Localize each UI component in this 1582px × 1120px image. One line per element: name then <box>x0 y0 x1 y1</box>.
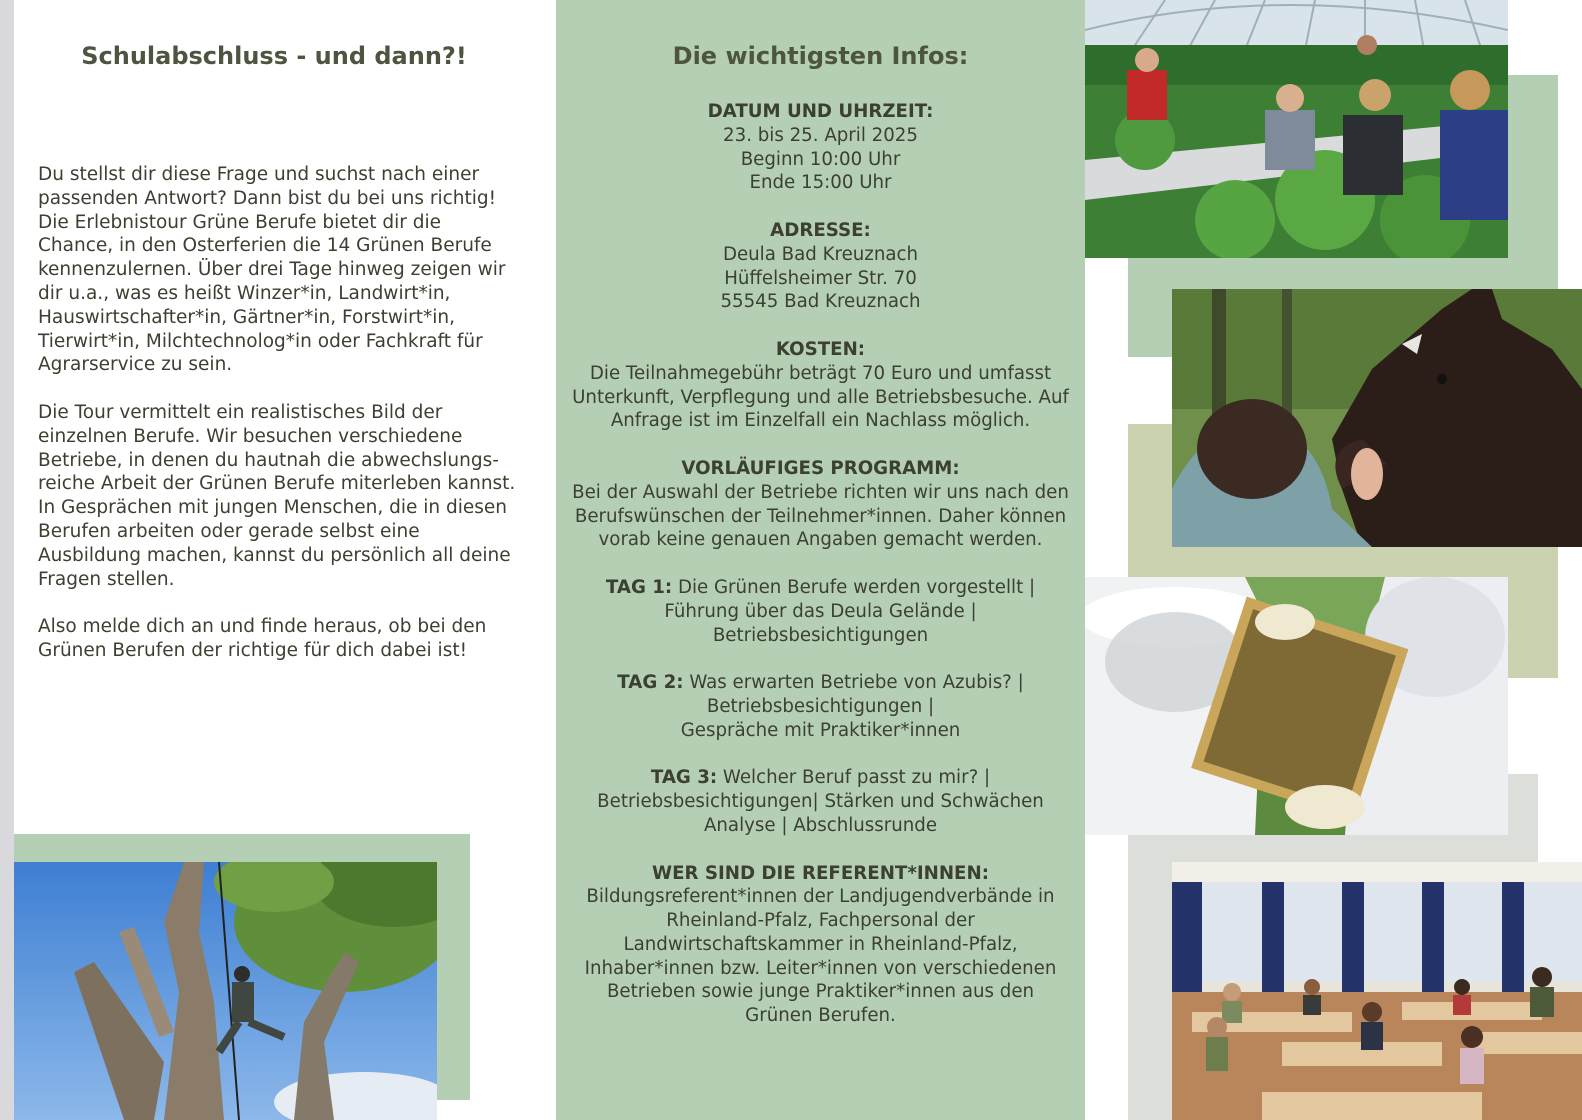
photo-tree-climber <box>14 862 437 1120</box>
datum-section <box>570 100 1071 195</box>
intro-paragraph: Du stellst dir diese Frage und suchst nach einer passenden Antwort? Dann bist du bei uns richtig! Die Erlebnistour Grüne Berufe bietet dir die Chance, in den Osterferien die 14 Grünen Berufe kennenzulernen. Über drei Tage hinweg zeigen wir dir u.a., was es heißt Winzer*in, Landwirt*in, Hauswirtschafter*in, Gärtner*in, Forstwirt*in, Tierwirt*in, Milchtechnolog*in oder Fachkraft für Agrarservice zu sein. <box>38 164 506 376</box>
info-body <box>570 100 1071 1052</box>
tag1-section <box>570 576 1071 647</box>
kosten-text: Die Teilnahmegebühr beträgt 70 Euro und umfasst Unterkunft, Verpflegung und alle Betriebsbesuche. Auf Anfrage ist im Einzelfall ein Nachlass möglich. <box>572 362 1069 432</box>
photo-classroom <box>1172 862 1582 1120</box>
left-body <box>38 163 518 687</box>
programm-heading: VORLÄUFIGES PROGRAMM: <box>681 457 960 479</box>
tag1-text: Die Grünen Berufe werden vorgestellt | Führung über das Deula Gelände | Betriebsbesichtigungen <box>664 576 1036 646</box>
tag1-label: TAG 1: <box>605 576 673 598</box>
tag3-section <box>570 766 1071 837</box>
info-column <box>556 0 1085 1120</box>
adresse-line: Hüffelsheimer Str. 70 <box>724 267 917 289</box>
datum-heading: DATUM UND UHRZEIT: <box>707 101 934 122</box>
referenten-last-line: Grünen Berufen. <box>745 1005 896 1027</box>
datum-line: Ende 15:00 Uhr <box>749 172 892 194</box>
tag2-line: Was erwarten Betriebe von Azubis? | <box>689 672 1024 694</box>
photo-beekeeping <box>1085 577 1508 835</box>
referenten-heading: WER SIND DIE REFERENT*INNEN: <box>652 862 989 884</box>
referenten-text: Bildungsreferent*innen der Landjugendverbände in Rheinland-Pfalz, Fachpersonal der Landwirtschaftskammer in Rheinland-Pfalz, Inhaber*innen bzw. Leiter*innen von verschiedenen Betrieben sowie junge Praktiker*innen aus den <box>584 886 1057 1003</box>
photo-horse <box>1172 289 1582 547</box>
page-edge <box>0 0 14 1120</box>
programm-section <box>570 457 1071 552</box>
tag2-line: Gespräche mit Praktiker*innen <box>680 719 961 741</box>
tag2-line: Betriebsbesichtigungen | <box>706 695 935 717</box>
adresse-heading: ADRESSE: <box>770 219 871 241</box>
tour-paragraph: Die Tour vermittelt ein realistisches Bild der einzelnen Berufe. Wir besuchen verschiedene Betriebe, in denen du hautnah die abwechslungs-reiche Arbeit der Grünen Berufe miterleben kannst. In Gesprächen mit jungen Menschen, die in diesen Berufen arbeiten oder gerade selbst eine Ausbildung machen, kannst du persönlich all deine Fragen stellen. <box>38 401 516 590</box>
tag3-label: TAG 3: <box>650 767 718 789</box>
kosten-section <box>570 338 1071 433</box>
closing-paragraph: Also melde dich an und finde heraus, ob bei den Grünen Berufen der richtige für dich dabei ist! <box>38 616 487 661</box>
adresse-section <box>570 219 1071 314</box>
adresse-line: 55545 Bad Kreuznach <box>720 291 921 313</box>
photo-greenhouse <box>1085 0 1508 258</box>
info-title: Die wichtigsten Infos: <box>672 42 969 70</box>
referenten-section <box>570 862 1071 1029</box>
left-title: Schulabschluss - und dann?! <box>81 42 467 70</box>
tag3-text: Welcher Beruf passt zu mir? | Betriebsbesichtigungen| Stärken und Schwächen Analyse | Abschlussrunde <box>597 767 1044 836</box>
programm-text: Bei der Auswahl der Betriebe richten wir uns nach den Berufswünschen der Teilnehmer*innen. Daher können vorab keine genauen Angaben gemacht werden. <box>572 481 1069 551</box>
adresse-line: Deula Bad Kreuznach <box>722 243 919 265</box>
tag2-section <box>570 671 1071 742</box>
datum-line: 23. bis 25. April 2025 <box>723 124 918 146</box>
tag2-label: TAG 2: <box>617 672 684 694</box>
kosten-heading: KOSTEN: <box>775 338 866 360</box>
datum-line: Beginn 10:00 Uhr <box>740 148 901 170</box>
